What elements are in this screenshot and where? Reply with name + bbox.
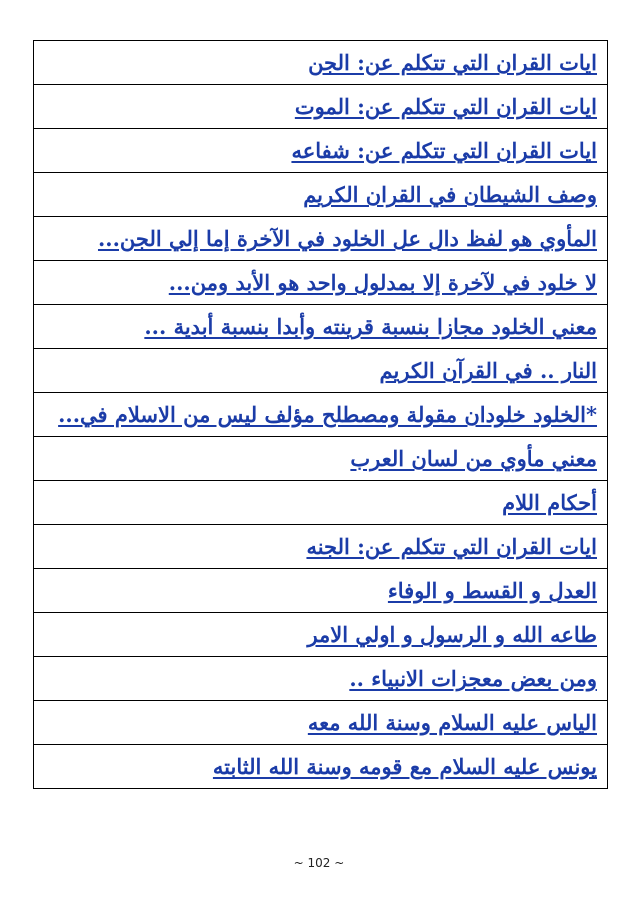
toc-table — [33, 40, 608, 789]
toc-row — [34, 41, 608, 85]
toc-row — [34, 129, 608, 173]
toc-cell — [34, 657, 608, 701]
toc-cell — [34, 129, 608, 173]
toc-row — [34, 305, 608, 349]
toc-row — [34, 217, 608, 261]
toc-row — [34, 613, 608, 657]
toc-cell — [34, 305, 608, 349]
toc-cell — [34, 481, 608, 525]
toc-row — [34, 261, 608, 305]
toc-cell — [34, 569, 608, 613]
toc-row — [34, 349, 608, 393]
toc-row — [34, 701, 608, 745]
toc-cell — [34, 173, 608, 217]
toc-link[interactable]: المأوي هو لفظ دال عل الخلود في الآخرة إما إلي الجن... — [97, 226, 597, 251]
toc-cell — [34, 525, 608, 569]
toc-row — [34, 745, 608, 789]
toc-link[interactable]: معني مأوي من لسان العرب — [350, 446, 597, 471]
toc-cell — [34, 393, 608, 437]
toc-link[interactable]: وصف الشيطان في القران الكريم — [303, 182, 597, 207]
toc-link[interactable]: العدل و القسط و الوفاء — [387, 578, 597, 603]
toc-row — [34, 525, 608, 569]
toc-row — [34, 393, 608, 437]
toc-row — [34, 657, 608, 701]
toc-cell — [34, 85, 608, 129]
toc-link[interactable]: النار .. في القرآن الكريم — [379, 358, 597, 383]
toc-cell — [34, 41, 608, 85]
toc-row — [34, 481, 608, 525]
toc-link[interactable]: ايات القران التي تتكلم عن: الموت — [294, 94, 597, 119]
toc-cell — [34, 217, 608, 261]
toc-link[interactable]: لا خلود في لآخرة إلا بمدلول واحد هو الأبد ومن... — [168, 270, 597, 295]
page-number: ~ 102 ~ — [293, 856, 345, 870]
toc-row — [34, 85, 608, 129]
toc-cell — [34, 745, 608, 789]
toc-link[interactable]: الياس عليه السلام وسنة الله معه — [307, 710, 597, 735]
toc-cell — [34, 349, 608, 393]
toc-link[interactable]: ايات القران التي تتكلم عن: شفاعه — [291, 138, 597, 163]
toc-link[interactable]: ايات القران التي تتكلم عن: الجنه — [306, 534, 597, 559]
toc-link[interactable]: طاعه الله و الرسول و اولي الامر — [307, 622, 597, 647]
toc-link[interactable]: أحكام اللام — [502, 490, 597, 515]
toc-link[interactable]: يونس عليه السلام مع قومه وسنة الله الثابته — [212, 754, 597, 779]
toc-cell — [34, 261, 608, 305]
toc-link[interactable]: ومن بعض معجزات الانبياء .. — [349, 666, 597, 691]
toc-cell — [34, 437, 608, 481]
toc-link[interactable]: ايات القران التي تتكلم عن: الجن — [308, 50, 597, 75]
toc-row — [34, 173, 608, 217]
toc-row — [34, 569, 608, 613]
toc-cell — [34, 613, 608, 657]
toc-cell — [34, 701, 608, 745]
toc-link[interactable]: معني الخلود مجازا بنسبة قرينته وأبدا بنسبة أبدية ... — [144, 314, 597, 339]
toc-row — [34, 437, 608, 481]
toc-link[interactable]: *الخلود خلودان مقولة ومصطلح مؤلف ليس من الاسلام في... — [58, 402, 597, 427]
